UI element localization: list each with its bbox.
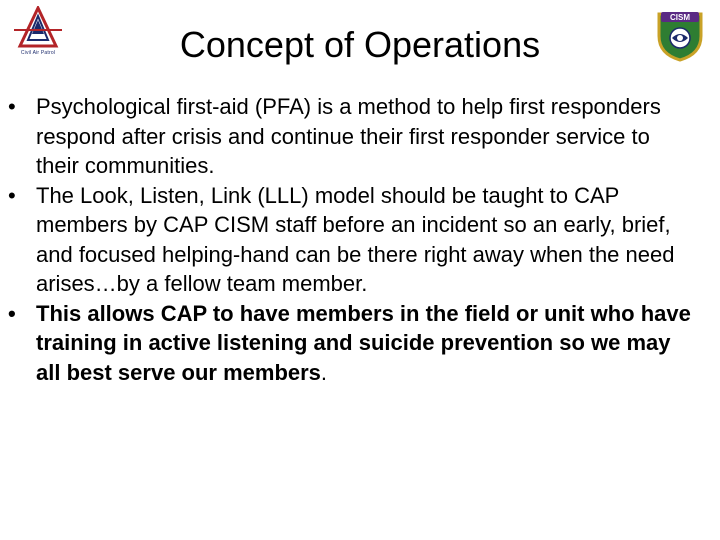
civil-air-patrol-caption: Civil Air Patrol xyxy=(20,50,56,56)
cism-shield-emblem-icon xyxy=(651,8,709,62)
bullet-tail: . xyxy=(320,359,328,385)
cism-logo xyxy=(651,8,709,62)
page-title: Concept of Operations xyxy=(179,24,541,65)
svg-text:CISM: CISM xyxy=(670,13,690,22)
bullet-marker: • xyxy=(8,94,16,119)
bullet-marker: • xyxy=(8,300,16,326)
bullet-item-lll-model xyxy=(8,181,698,299)
bullet-item-cap-members xyxy=(8,299,698,388)
bullet-text: The Look, Listen, Link (LLL) model should be taught to CAP members by CAP CISM staff before an incident so an early, brief, and focused helping-hand can be there right away when the need arises…by a fellow team member. xyxy=(36,182,675,296)
bullet-marker: • xyxy=(8,182,16,208)
bullet-text: This allows CAP to have members in the field or unit who have training in active listening and suicide prevention so we may all best serve our members xyxy=(36,300,691,385)
bullet-text: Psychological first-aid (PFA) is a method to help first responders respond after crisis and continue their first responder service to their communities. xyxy=(36,94,661,178)
bullet-list xyxy=(8,92,698,387)
bullet-item-pfa xyxy=(8,92,698,181)
